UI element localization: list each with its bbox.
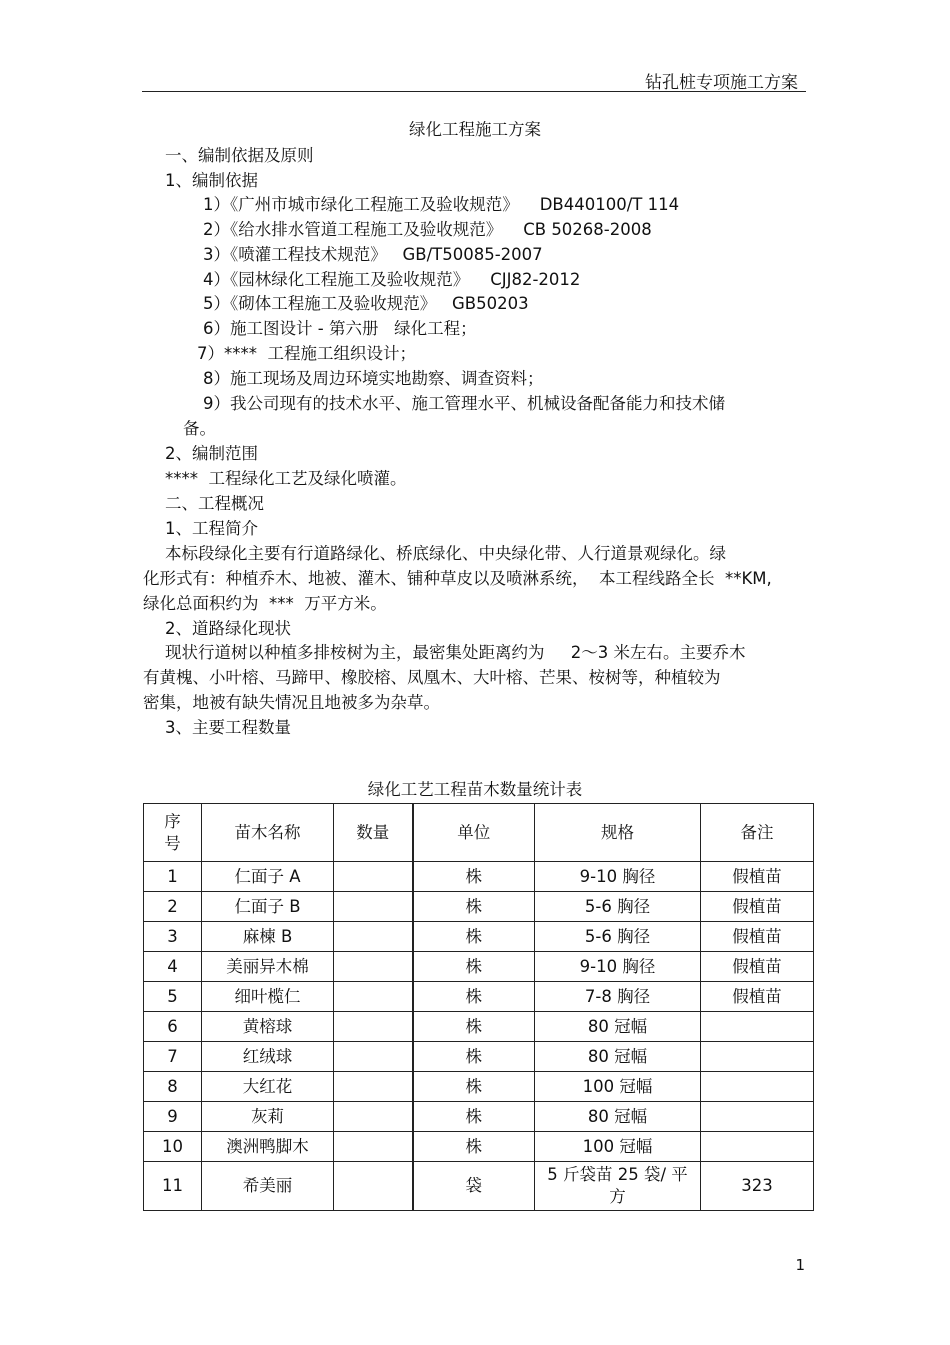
col-header-remark: 备注 [701, 804, 814, 862]
cell-spec: 9-10 胸径 [535, 862, 701, 892]
cell-index: 6 [144, 1012, 202, 1042]
cell-name: 仁面子 B [202, 892, 334, 922]
table-row [144, 1132, 814, 1162]
cell-spec: 100 冠幅 [535, 1072, 701, 1102]
cell-spec: 80 冠幅 [535, 1012, 701, 1042]
cell-quantity [334, 1162, 413, 1211]
table-row [144, 862, 814, 892]
cell-name: 麻楝 B [202, 922, 334, 952]
cell-quantity [334, 922, 413, 952]
table-row [144, 1102, 814, 1132]
basis-item: 5）《砌体工程施工及验收规范》 GB50203 [203, 294, 529, 313]
cell-unit: 株 [413, 1042, 535, 1072]
cell-unit: 株 [413, 922, 535, 952]
table-row [144, 1042, 814, 1072]
cell-index: 10 [144, 1132, 202, 1162]
status-line: 密集，地被有缺失情况且地被多为杂草。 [143, 693, 440, 712]
cell-remark: 假植苗 [701, 922, 814, 952]
page-header [142, 64, 806, 92]
col-header-unit: 单位 [413, 804, 535, 862]
cell-unit: 株 [413, 862, 535, 892]
cell-unit: 株 [413, 1132, 535, 1162]
table-row [144, 952, 814, 982]
status-line: 有黄槐、小叶榕、马蹄甲、橡胶榕、凤凰木、大叶榕、芒果、桉树等，种植较为 [143, 668, 721, 687]
table-row [144, 982, 814, 1012]
cell-name: 灰莉 [202, 1102, 334, 1132]
cell-quantity [334, 1012, 413, 1042]
cell-quantity [334, 892, 413, 922]
cell-unit: 株 [413, 892, 535, 922]
subheading-scope: 2、编制范围 [165, 444, 258, 463]
cell-unit: 袋 [413, 1162, 535, 1211]
cell-spec: 100 冠幅 [535, 1132, 701, 1162]
cell-spec: 7-8 胸径 [535, 982, 701, 1012]
cell-remark [701, 1042, 814, 1072]
section-heading-2: 二、工程概况 [165, 494, 264, 513]
cell-spec: 9-10 胸径 [535, 952, 701, 982]
col-header-name: 苗木名称 [202, 804, 334, 862]
basis-item: 1）《广州市城市绿化工程施工及验收规范》 DB440100/T 114 [203, 195, 680, 214]
col-header-spec: 规格 [535, 804, 701, 862]
seedling-table [143, 803, 814, 1211]
basis-item: 7）**** 工程施工组织设计； [197, 344, 416, 363]
cell-remark: 假植苗 [701, 982, 814, 1012]
basis-item: 2）《给水排水管道工程施工及验收规范》 CB 50268-2008 [203, 220, 652, 239]
cell-remark [701, 1072, 814, 1102]
basis-item: 6）施工图设计 - 第六册 绿化工程； [203, 319, 477, 338]
basis-item: 8）施工现场及周边环境实地勘察、调查资料； [203, 369, 544, 388]
intro-line: 化形式有：种植乔木、地被、灌木、铺种草皮以及喷淋系统， 本工程线路全长 **KM, [143, 569, 772, 588]
cell-index: 5 [144, 982, 202, 1012]
cell-index: 3 [144, 922, 202, 952]
cell-index: 9 [144, 1102, 202, 1132]
basis-item-continued: 备。 [183, 419, 216, 438]
cell-index: 7 [144, 1042, 202, 1072]
table-row [144, 922, 814, 952]
cell-unit: 株 [413, 1072, 535, 1102]
section-heading-1: 一、编制依据及原则 [165, 146, 314, 165]
cell-remark [701, 1012, 814, 1042]
cell-quantity [334, 1042, 413, 1072]
cell-remark: 假植苗 [701, 892, 814, 922]
cell-index: 1 [144, 862, 202, 892]
cell-quantity [334, 952, 413, 982]
cell-name: 大红花 [202, 1072, 334, 1102]
cell-name: 仁面子 A [202, 862, 334, 892]
table-row [144, 1012, 814, 1042]
cell-name: 澳洲鸭脚木 [202, 1132, 334, 1162]
cell-remark [701, 1102, 814, 1132]
subheading-status: 2、道路绿化现状 [165, 619, 291, 638]
intro-line: 本标段绿化主要有行道路绿化、桥底绿化、中央绿化带、人行道景观绿化。绿 [165, 544, 726, 563]
cell-remark: 假植苗 [701, 952, 814, 982]
cell-quantity [334, 1132, 413, 1162]
cell-name: 黄榕球 [202, 1012, 334, 1042]
subheading-basis: 1、编制依据 [165, 171, 258, 190]
status-line: 现状行道树以种植多排桉树为主，最密集处距离约为 2～3 米左右。主要乔木 [165, 643, 746, 662]
cell-unit: 株 [413, 982, 535, 1012]
header-title: 钻孔桩专项施工方案 [645, 73, 798, 93]
intro-line: 绿化总面积约为 *** 万平方米。 [143, 594, 387, 613]
basis-item: 9）我公司现有的技术水平、施工管理水平、机械设备配备能力和技术储 [203, 394, 725, 413]
cell-unit: 株 [413, 952, 535, 982]
cell-index: 11 [144, 1162, 202, 1211]
subheading-quantity: 3、主要工程数量 [165, 718, 291, 737]
cell-quantity [334, 862, 413, 892]
cell-unit: 株 [413, 1102, 535, 1132]
table-caption: 绿化工艺工程苗木数量统计表 [367, 780, 583, 799]
cell-spec: 80 冠幅 [535, 1102, 701, 1132]
cell-remark: 假植苗 [701, 862, 814, 892]
table-row [144, 1162, 814, 1211]
col-header-quantity: 数量 [334, 804, 413, 862]
cell-quantity [334, 982, 413, 1012]
subheading-intro: 1、工程简介 [165, 519, 258, 538]
cell-remark: 323 [701, 1162, 814, 1211]
cell-name: 美丽异木棉 [202, 952, 334, 982]
cell-spec: 5-6 胸径 [535, 892, 701, 922]
cell-unit: 株 [413, 1012, 535, 1042]
scope-text: **** 工程绿化工艺及绿化喷灌。 [165, 469, 407, 488]
table-row [144, 1072, 814, 1102]
cell-spec: 80 冠幅 [535, 1042, 701, 1072]
cell-index: 2 [144, 892, 202, 922]
cell-remark [701, 1132, 814, 1162]
cell-spec: 5-6 胸径 [535, 922, 701, 952]
page-number: 1 [795, 1256, 805, 1274]
cell-index: 4 [144, 952, 202, 982]
table-header-row [144, 804, 814, 862]
table-row [144, 892, 814, 922]
cell-name: 希美丽 [202, 1162, 334, 1211]
cell-name: 细叶榄仁 [202, 982, 334, 1012]
cell-quantity [334, 1072, 413, 1102]
doc-title: 绿化工程施工方案 [409, 120, 541, 139]
col-header-index: 序 号 [144, 804, 202, 862]
cell-quantity [334, 1102, 413, 1132]
basis-item: 3）《喷灌工程技术规范》 GB/T50085-2007 [203, 245, 543, 264]
cell-spec: 5 斤袋苗 25 袋/ 平 方 [535, 1162, 701, 1211]
cell-name: 红绒球 [202, 1042, 334, 1072]
cell-index: 8 [144, 1072, 202, 1102]
basis-item: 4）《园林绿化工程施工及验收规范》 CJJ82-2012 [203, 270, 581, 289]
